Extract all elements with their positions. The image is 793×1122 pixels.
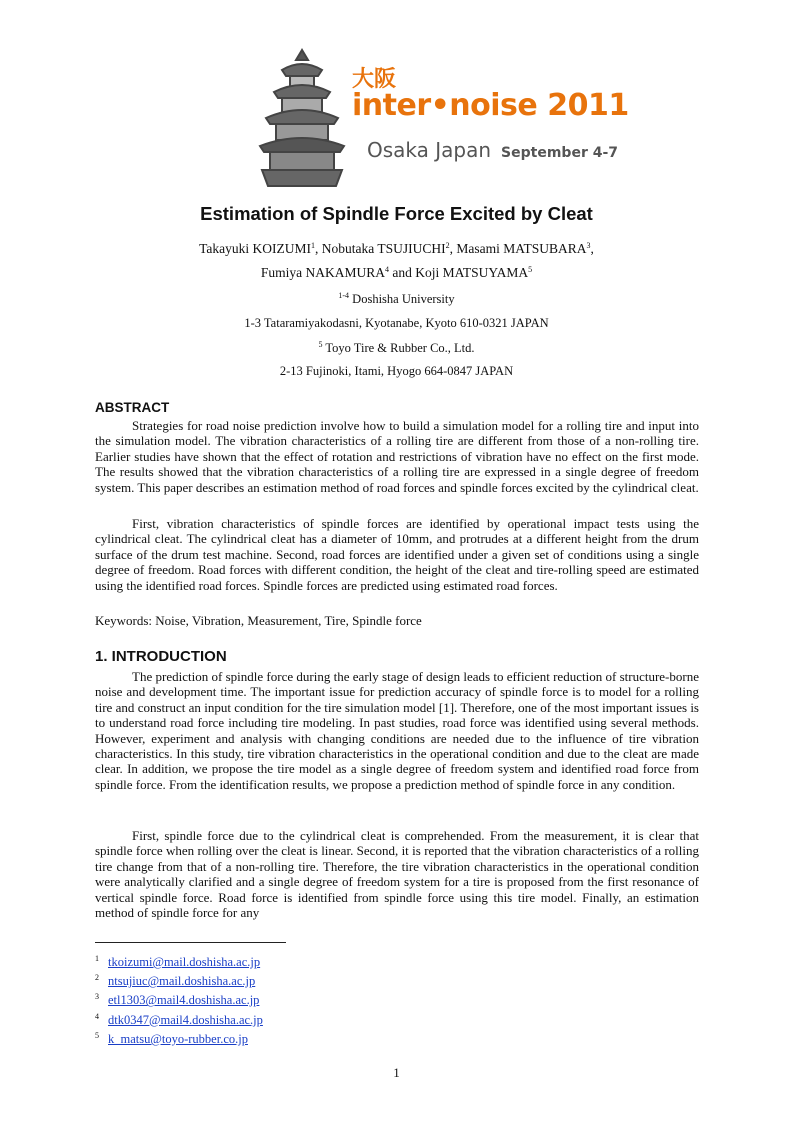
logo-kanji: 大阪 <box>352 67 397 92</box>
affiliation-2-address: 2-13 Fujinoki, Itami, Hyogo 664-0847 JAPAN <box>279 364 514 378</box>
footnote-item: 4 dtk0347@mail4.doshisha.ac.jp <box>95 1011 263 1027</box>
abstract-paragraph-2: First, vibration characteristics of spindle forces are identified by operational impact tests using the cylindrical cleat. The cylindrical cleat has a diameter of 10mm, and protrudes at a different height from the drum surface of the drum test machine. Second, road forces are identified under a given set of conditions using a single degree of freedom. Road forces with different condition, the height of the cleat and tire-rolling speed are estimated using the identified road forces. Spindle forces are predicted using estimated road forces. <box>95 516 699 593</box>
castle-icon <box>252 40 352 190</box>
footnote-item: 2 ntsujiuc@mail.doshisha.ac.jp <box>95 973 256 989</box>
paper-title: Estimation of Spindle Force Excited by Cleat <box>200 203 593 224</box>
affiliation-2-name: $^5$ Toyo Tire & Rubber Co., Ltd. <box>318 340 475 355</box>
introduction-heading: 1. INTRODUCTION <box>95 648 227 665</box>
email-link[interactable]: tkoizumi@mail.doshisha.ac.jp <box>108 955 261 969</box>
footnotes <box>95 951 263 1047</box>
footnote-item: 3 etl1303@mail4.doshisha.ac.jp <box>95 992 260 1008</box>
logo-dates: September 4-7 <box>501 145 619 161</box>
footnote-item: 1 tkoizumi@mail.doshisha.ac.jp <box>95 954 261 969</box>
email-link[interactable]: k_matsu@toyo-rubber.co.jp <box>108 1031 248 1046</box>
logo-city: Osaka Japan <box>367 138 492 162</box>
authors-line-1: Takayuki KOIZUMI$^1$, Nobutaka TSUJIUCHI$^2$, Masami MATSUBARA$^3$, <box>199 241 594 256</box>
affiliation-1-name: $^{1-4}$ Doshisha University <box>338 291 455 306</box>
introduction-paragraph-2: First, spindle force due to the cylindrical cleat is comprehended. From the measurement, it is clear that spindle force when rolling over the cleat is linear. Second, it is reported that the vibration characteristics of a rolling tire change from that of a non-rolling tire. Therefore, the tire vibration characteristics in the operational condition were analytically clarified and a single degree of freedom system for a tire is proposed from the first resonance of vertical spindle force. Road force is identified from spindle force using this tire model. Finally, an estimation method of spindle force for any <box>95 828 699 921</box>
email-link[interactable]: dtk0347@mail4.doshisha.ac.jp <box>108 1012 263 1027</box>
email-link[interactable]: etl1303@mail4.doshisha.ac.jp <box>108 993 260 1008</box>
footnote-divider <box>95 942 286 943</box>
footnote-item: 5 k_matsu@toyo-rubber.co.jp <box>95 1030 248 1046</box>
authors-line-2: Fumiya NAKAMURA$^4$ and Koji MATSUYAMA$^5$ <box>260 265 533 280</box>
introduction-paragraph-1: The prediction of spindle force during the early stage of design leads to efficient reduction of structure-borne noise and development time. The important issue for prediction accuracy of spindle force is to model for a rolling tire and construct an input condition for the tire simulation model [1]. Therefore, one of the most important issues is to understand road force including tire modeling. In past studies, road force was identified using several methods. However, experiment and analysis with changing conditions are needed due to the influence of tire vibration characteristics. In this study, tire vibration characteristics in the operational condition and due to the cleat are made clear. In addition, we propose the tire model as a single degree of freedom system and identified road force from spindle force. From the identification results, we propose a prediction method of spindle force in any condition. <box>95 669 699 792</box>
abstract-heading: ABSTRACT <box>95 400 170 415</box>
page-number: 1 <box>393 1065 400 1080</box>
affiliation-1-address: 1-3 Tataramiyakodasni, Kyotanabe, Kyoto 610-0321 JAPAN <box>244 316 549 330</box>
logo-name: inter•noise 2011 <box>352 88 629 123</box>
email-link[interactable]: ntsujiuc@mail.doshisha.ac.jp <box>108 974 256 989</box>
abstract-paragraph-1: Strategies for road noise prediction involve how to build a simulation model for a rolling tire and input into the simulation model. The vibration characteristics of a rolling tire are different from those of a non-rolling tire. Earlier studies have shown that the effect of rotation and restrictions of vibration have no effect on the first mode. The results showed that the vibration characteristics of a rolling tire are expressed in a single degree of freedom system. This paper describes an estimation method of road forces and spindle forces excited by the cylindrical cleat. <box>95 418 699 495</box>
conference-logo <box>252 40 629 190</box>
logo-place <box>367 138 618 162</box>
keywords: Keywords: Noise, Vibration, Measurement, Tire, Spindle force <box>95 613 422 628</box>
